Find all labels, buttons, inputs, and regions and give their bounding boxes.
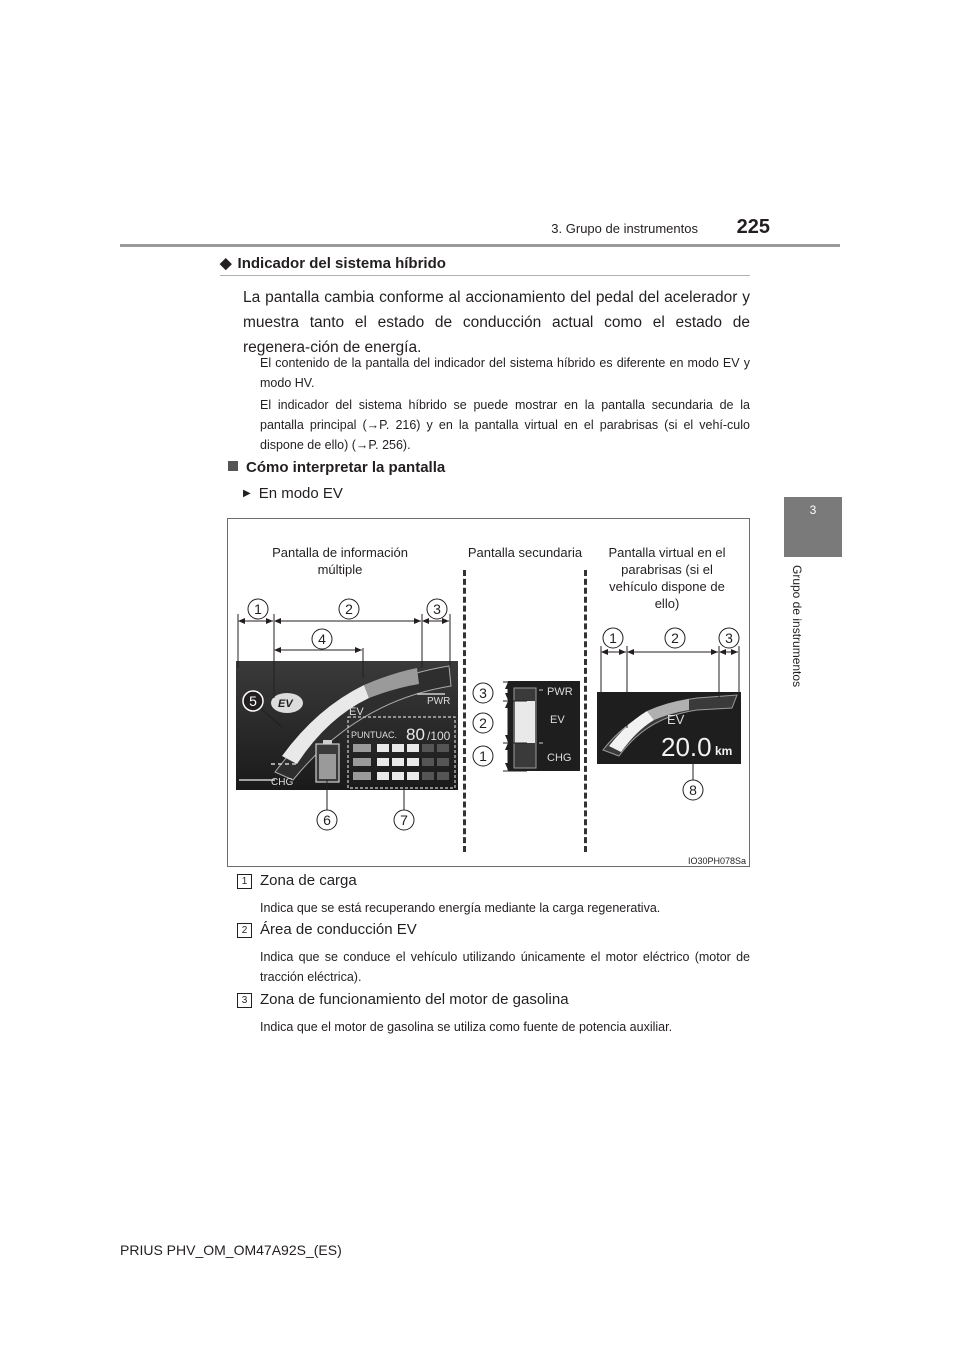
chapter-tab-label: Grupo de instrumentos [790, 565, 804, 688]
secondary-callout-1-text: 1 [479, 748, 487, 764]
diamond-icon: ◆ [220, 255, 232, 272]
section-title-text: Indicador del sistema híbrido [237, 255, 446, 272]
triangle-bullet-icon: ▶ [243, 488, 251, 499]
section-note-1: El contenido de la pantalla del indicador del sistema híbrido es diferente en modo EV y modo HV. [260, 356, 750, 390]
mfd-callout-3 [427, 599, 447, 619]
section-title [220, 254, 446, 272]
mfd-score-segment [392, 772, 404, 780]
hud-callout-2 [665, 628, 685, 648]
mfd-callout-6-text: 6 [323, 812, 331, 828]
hud-distance-value: 20.0 [661, 732, 712, 762]
subsection-title [228, 459, 445, 476]
item-title-1: Zona de carga [260, 872, 357, 889]
mfd-score-label: PUNTUAC. [351, 730, 398, 740]
mfd-score-segment [392, 758, 404, 766]
mfd-score-segment [407, 772, 419, 780]
mfd-callout-3-text: 3 [433, 601, 441, 617]
secondary-callout-3-text: 3 [479, 685, 487, 701]
running-header-section: 3. Grupo de instrumentos [551, 221, 698, 236]
mfd-score-segment [422, 758, 434, 766]
mfd-battery-level [319, 754, 336, 779]
mfd-callout-5-text: 5 [249, 693, 257, 709]
mfd-score-segment [377, 758, 389, 766]
mfd-score-row-icon [353, 744, 371, 752]
page-number: 225 [736, 216, 770, 238]
mfd-score-max: /100 [427, 729, 451, 743]
mfd-score-segment [407, 744, 419, 752]
mfd-label-ev: EV [349, 706, 364, 718]
secondary-label-ev: EV [550, 714, 565, 726]
mfd-screen [236, 661, 458, 790]
mfd-callout-1 [248, 599, 268, 619]
item-number-3: 3 [237, 993, 252, 1008]
mfd-battery-terminal [323, 740, 332, 744]
mfd-score-segment [437, 744, 449, 752]
mfd-label-chg: CHG [271, 777, 294, 788]
hud-callout-3-text: 3 [725, 630, 733, 646]
mfd-score-value: 80 [406, 725, 425, 744]
secondary-callout-2-text: 2 [479, 715, 487, 731]
item-desc-3: Indica que el motor de gasolina se utiliza como fuente de potencia auxiliar. [260, 1020, 673, 1034]
hud-callout-1-text: 1 [609, 630, 617, 646]
header-rule [120, 244, 840, 247]
mfd-callout-2-text: 2 [345, 601, 353, 617]
mfd-score-segment [407, 758, 419, 766]
secondary-label-pwr: PWR [547, 686, 573, 698]
mfd-callout-6 [317, 810, 337, 830]
mfd-callout-2 [339, 599, 359, 619]
secondary-label-chg: CHG [547, 752, 572, 764]
mfd-callout-1-text: 1 [254, 601, 262, 617]
hud-callout-3 [719, 628, 739, 648]
hud-callout-8-text: 8 [689, 782, 697, 798]
mfd-score-segment [422, 772, 434, 780]
chapter-tab-number: 3 [809, 503, 817, 517]
square-bullet-icon [228, 461, 238, 471]
figure-drawing [227, 518, 750, 867]
subsection-title-text: Cómo interpretar la pantalla [246, 459, 446, 476]
mfd-callout-5 [243, 691, 263, 711]
hud-callout-8 [683, 780, 703, 800]
section-rule [220, 275, 750, 276]
mode-bullet [243, 485, 343, 502]
caption-hud: Pantalla virtual en el parabrisas (si el vehículo dispone de ello) [608, 545, 726, 611]
item-number-1: 1 [237, 874, 252, 889]
hud-distance-unit: km [715, 744, 733, 758]
secondary-callout-3 [473, 683, 493, 703]
mfd-score-segment [422, 744, 434, 752]
mfd-score-segment [392, 744, 404, 752]
figure-id: IO30PH078Sa [688, 856, 747, 866]
mfd-score-segment [437, 758, 449, 766]
mfd-callout-7-text: 7 [400, 812, 408, 828]
section-note-2: El indicador del sistema híbrido se puede mostrar en la pantalla secundaria de la pantalla principal (→P. 216) y en la pantalla virtual en el parabrisas (si el vehí-culo dispone de ello) (→P. 256). [260, 398, 750, 452]
mfd-callout-7 [394, 810, 414, 830]
item-desc-1: Indica que se está recuperando energía mediante la carga regenerativa. [260, 901, 661, 915]
mfd-score-segment [377, 772, 389, 780]
mfd-score-row-icon [353, 758, 371, 766]
mfd-label-pwr: PWR [427, 696, 451, 707]
hud-label-ev: EV [667, 712, 685, 727]
hud-screen [597, 646, 741, 780]
hud-callout-2-text: 2 [671, 630, 679, 646]
item-title-2: Área de conducción EV [260, 921, 417, 938]
item-number-2: 2 [237, 923, 252, 938]
mfd-callout-4-text: 4 [318, 631, 326, 647]
document-code-footer: PRIUS PHV_OM_OM47A92S_(ES) [120, 1242, 342, 1258]
secondary-callout-2 [473, 713, 493, 733]
mode-bullet-text: En modo EV [258, 485, 343, 502]
mfd-score-row-icon [353, 772, 371, 780]
mfd-callout-4 [312, 629, 332, 649]
secondary-bar-ev [515, 701, 535, 743]
mfd-score-segment [377, 744, 389, 752]
section-intro: La pantalla cambia conforme al accionamiento del pedal del acelerador y muestra tanto el estado de conducción actual como el estado de regenera-ción de energía. [243, 289, 750, 356]
caption-multi-info-display: Pantalla de información múltiple [272, 545, 408, 577]
secondary-screen [503, 681, 580, 771]
item-desc-2: Indica que se conduce el vehículo utilizando únicamente el motor eléctrico (motor de tracción eléctrica). [260, 950, 750, 984]
item-title-3: Zona de funcionamiento del motor de gasolina [260, 991, 569, 1008]
secondary-callout-1 [473, 746, 493, 766]
caption-secondary-display: Pantalla secundaria [467, 545, 583, 560]
mfd-ev-badge-text: EV [278, 698, 293, 710]
mfd-score-segment [437, 772, 449, 780]
hud-callout-1 [603, 628, 623, 648]
